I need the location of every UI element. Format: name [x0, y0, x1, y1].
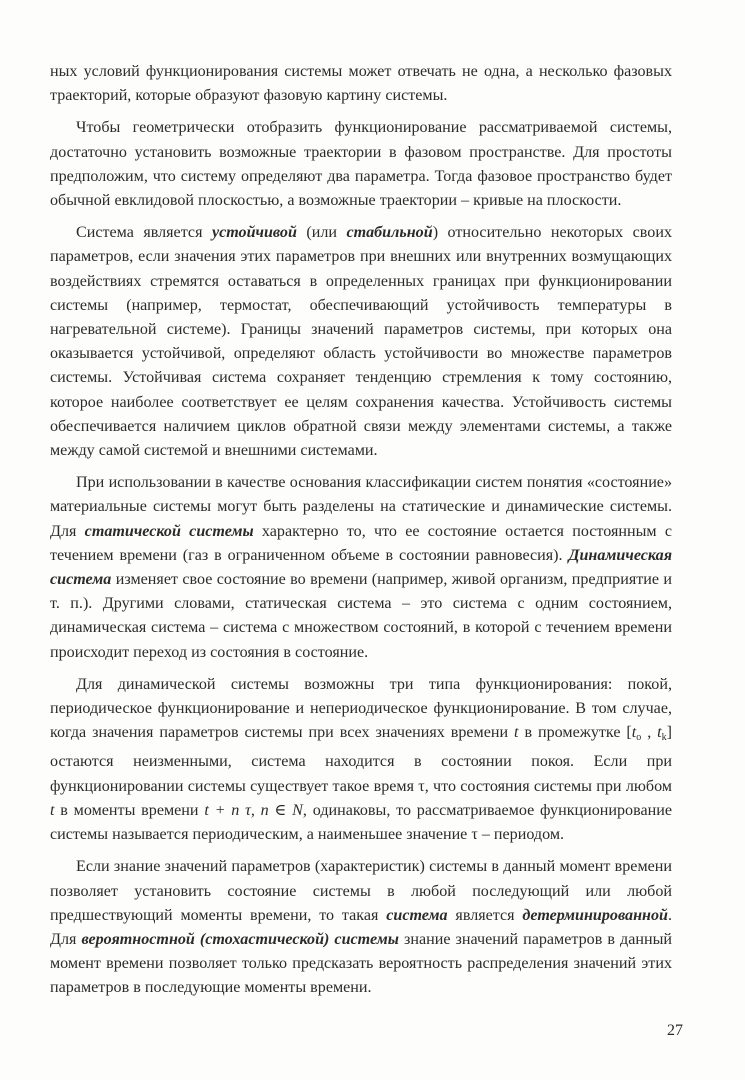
text-run: Если знание значений параметров (характеристик) системы в данный момент времени позволяет установить состояние системы в любой последующий или любой предшествующий моменты времени, то такая: [50, 858, 672, 924]
text-run: в промежутке [: [518, 724, 632, 742]
formula-period: t + n τ, n ∈ N: [204, 801, 303, 819]
text-run: Для динамической системы возможны три типа функционирования: покой, периодическое функционирование и непериодическое функционирование. В том случае, когда значения параметров системы при всех значениях времени: [50, 675, 672, 742]
term-stochastic-system: вероятностной (стохастической) системы: [81, 930, 399, 948]
page-number: 27: [667, 1022, 683, 1039]
paragraph-1: [50, 60, 672, 108]
text-run: является: [447, 906, 523, 924]
term-deterministic: детерминированной: [522, 906, 668, 924]
paragraph-4: [50, 471, 672, 665]
text-run: , одинаковы, то рассматриваемое функционирование системы называется периодическим, а наименьшее значение τ – периодом.: [50, 801, 673, 844]
text-run: характерно то, что ее состояние остается постоянным с течением времени (газ в ограниченном объеме в состоянии равновесия).: [50, 522, 672, 564]
variable-t: t: [657, 724, 662, 742]
paragraph-6: [50, 855, 672, 1000]
text-run: изменяет свое состояние во времени (например, живой организм, предприятие и т. п.). Другими словами, статическая система – это система с одним состоянием, динамическая система – система с множеством состояний, в которой с течением времени происходит переход из состояния в состояние.: [50, 571, 672, 661]
text-run: в моменты времени: [54, 801, 205, 819]
subscript-o: o: [636, 732, 642, 744]
paragraph-1-text: ных условий функционирования системы может отвечать не одна, а несколько фазовых траекторий, которые образуют фазовую картину системы.: [50, 63, 672, 105]
paragraph-5: [50, 673, 672, 847]
body-text: [50, 60, 672, 1009]
term-system: система: [386, 906, 448, 924]
variable-t: t: [50, 801, 55, 819]
text-run: (или: [296, 224, 347, 242]
term-stabilnoy: стабильной: [346, 224, 433, 242]
text-run: знание значений параметров в данный момент времени позволяет только предсказать вероятность распределения значений этих параметров в последующие моменты времени.: [50, 930, 672, 997]
term-static-system: статической системы: [84, 522, 254, 540]
text-run: ) относительно некоторых своих параметров, если значения этих параметров при внешних или внутренних возмущающих воздействиях стремятся оставаться в определенных границах при функционировании системы (например, термостат, обеспечивающий устойчивость температуры в нагревательной системе). Границы значений параметров системы, при которых она оказывается устойчивой, определяют область устойчивости во множестве параметров системы. Устойчивая система сохраняет тенденцию стремления к тому состоянию, которое наиболее соответствует ее целям сохранения качества. Устойчивость системы обеспечивается наличием циклов обратной связи между элементами системы, а также между самой системой и внешними системами.: [50, 224, 672, 460]
variable-t: t: [631, 724, 637, 742]
variable-t: t: [514, 724, 519, 742]
text-run: ] остаются неизменными, система находится в состоянии покоя. Если при функционировании системы существует такое время τ, что состояния системы при любом: [50, 724, 672, 795]
text-run: При использовании в качестве основания классификации систем понятия «состояние» материальные системы могут быть разделены на статические и динамические системы. Для: [50, 474, 672, 540]
term-stable: устойчивой: [211, 224, 297, 242]
paragraph-2-text: Чтобы геометрически отобразить функционирование рассматриваемой системы, достаточно установить возможные траектории в фазовом пространстве. Для простоты предположим, что систему определяют два параметра. Тогда фазовое пространство будет обычной евклидовой плоскостью, а возможные траектории – кривые на плоскости.: [50, 119, 672, 210]
paragraph-3: [50, 221, 672, 463]
term-dynamic-system: Динамическая система: [50, 546, 672, 589]
text-run: . Для: [50, 906, 672, 948]
text-run: ,: [641, 724, 658, 742]
paragraph-2: [50, 116, 672, 213]
text-run: Система является: [76, 224, 212, 242]
subscript-k: k: [661, 732, 667, 744]
